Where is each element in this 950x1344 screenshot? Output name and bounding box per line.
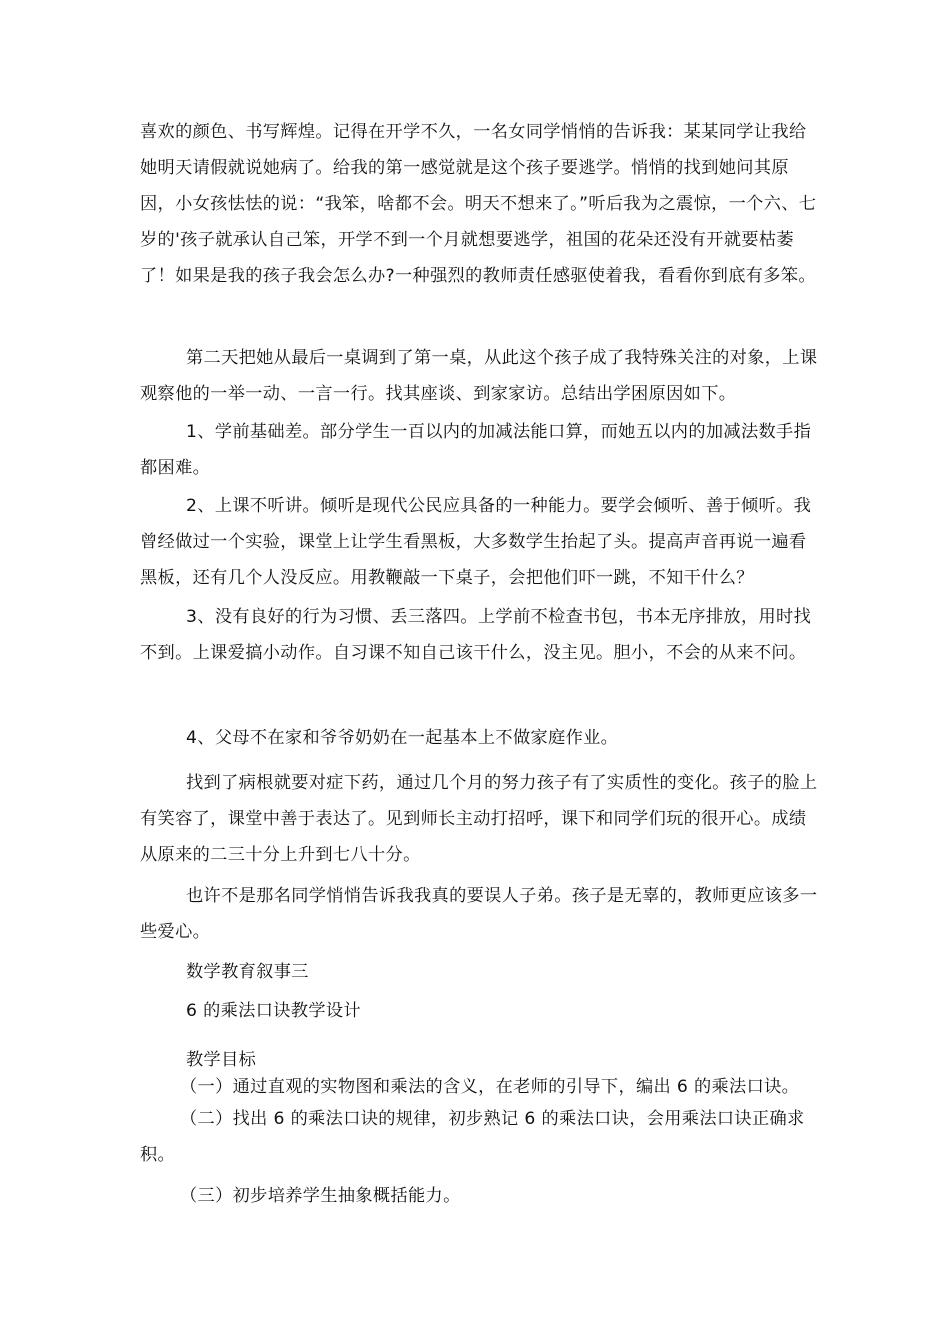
paragraph-reason-2: 2、上课不听讲。倾听是现代公民应具备的一种能力。要学会倾听、善于倾听。我曾经做过一个实验，课堂上让学生看黑板，大多数学生抬起了头。提高声音再说一遍看黑板，还有几个人没反应。用教鞭敲一下桌子，会把他们吓一跳，不知干什么？: [140, 496, 812, 588]
heading-lesson: 6 的乘法口诀教学设计: [186, 1001, 361, 1021]
paragraph-story-intro: 喜欢的颜色、书写辉煌。记得在开学不久，一名女同学悄悄的告诉我：某某同学让我给她明天请假就说她病了。给我的第一感觉就是这个孩子要逃学。悄悄的找到她问其原因，小女孩怯怯的说：“我笨，啥都不会。明天不想来了。”听后我为之震惊，一个六、七岁的'孩子就承认自己笨，开学不到一个月就想要逃学，祖国的花朵还没有开就要枯萎了！如果是我的孩子我会怎么办?一种强烈的教师责任感驱使着我，看看你到底有多笨。: [140, 122, 817, 286]
paragraph-conclusion: 也许不是那名同学悄悄告诉我我真的要误人子弟。孩子是无辜的，教师更应该多一些爱心。: [140, 886, 818, 942]
paragraph-reason-3: 3、没有良好的行为习惯、丢三落四。上学前不检查书包，书本无序排放，用时找不到。上课爱搞小动作。自习课不知自己该干什么，没主见。胆小，不会的从来不问。: [140, 607, 812, 663]
paragraph-reason-4: 4、父母不在家和爷爷奶奶在一起基本上不做家庭作业。: [186, 728, 619, 748]
goal-item-3: （三）初步培养学生抽象概括能力。: [180, 1186, 461, 1206]
goal-item-2: （二）找出 6 的乘法口诀的规律，初步熟记 6 的乘法口诀，会用乘法口诀正确求积。: [140, 1109, 805, 1165]
heading-goals: 教学目标: [186, 1050, 257, 1070]
paragraph-reason-1: 1、学前基础差。部分学生一百以内的加减法能口算，而她五以内的加减法数手指都困难。: [140, 422, 812, 478]
paragraph-result: 找到了病根就要对症下药，通过几个月的努力孩子有了实质性的变化。孩子的脸上有笑容了，课堂中善于表达了。见到师长主动打招呼，课下和同学们玩的很开心。成绩从原来的二三十分上升到七八十分。: [140, 773, 818, 865]
paragraph-second-day: 第二天把她从最后一桌调到了第一桌，从此这个孩子成了我特殊关注的对象，上课观察他的一举一动、一言一行。找其座谈、到家家访。总结出学困原因如下。: [140, 348, 818, 404]
heading-series: 数学教育叙事三: [186, 962, 309, 982]
goal-item-1: （一）通过直观的实物图和乘法的含义，在老师的引导下，编出 6 的乘法口诀。: [180, 1077, 800, 1097]
